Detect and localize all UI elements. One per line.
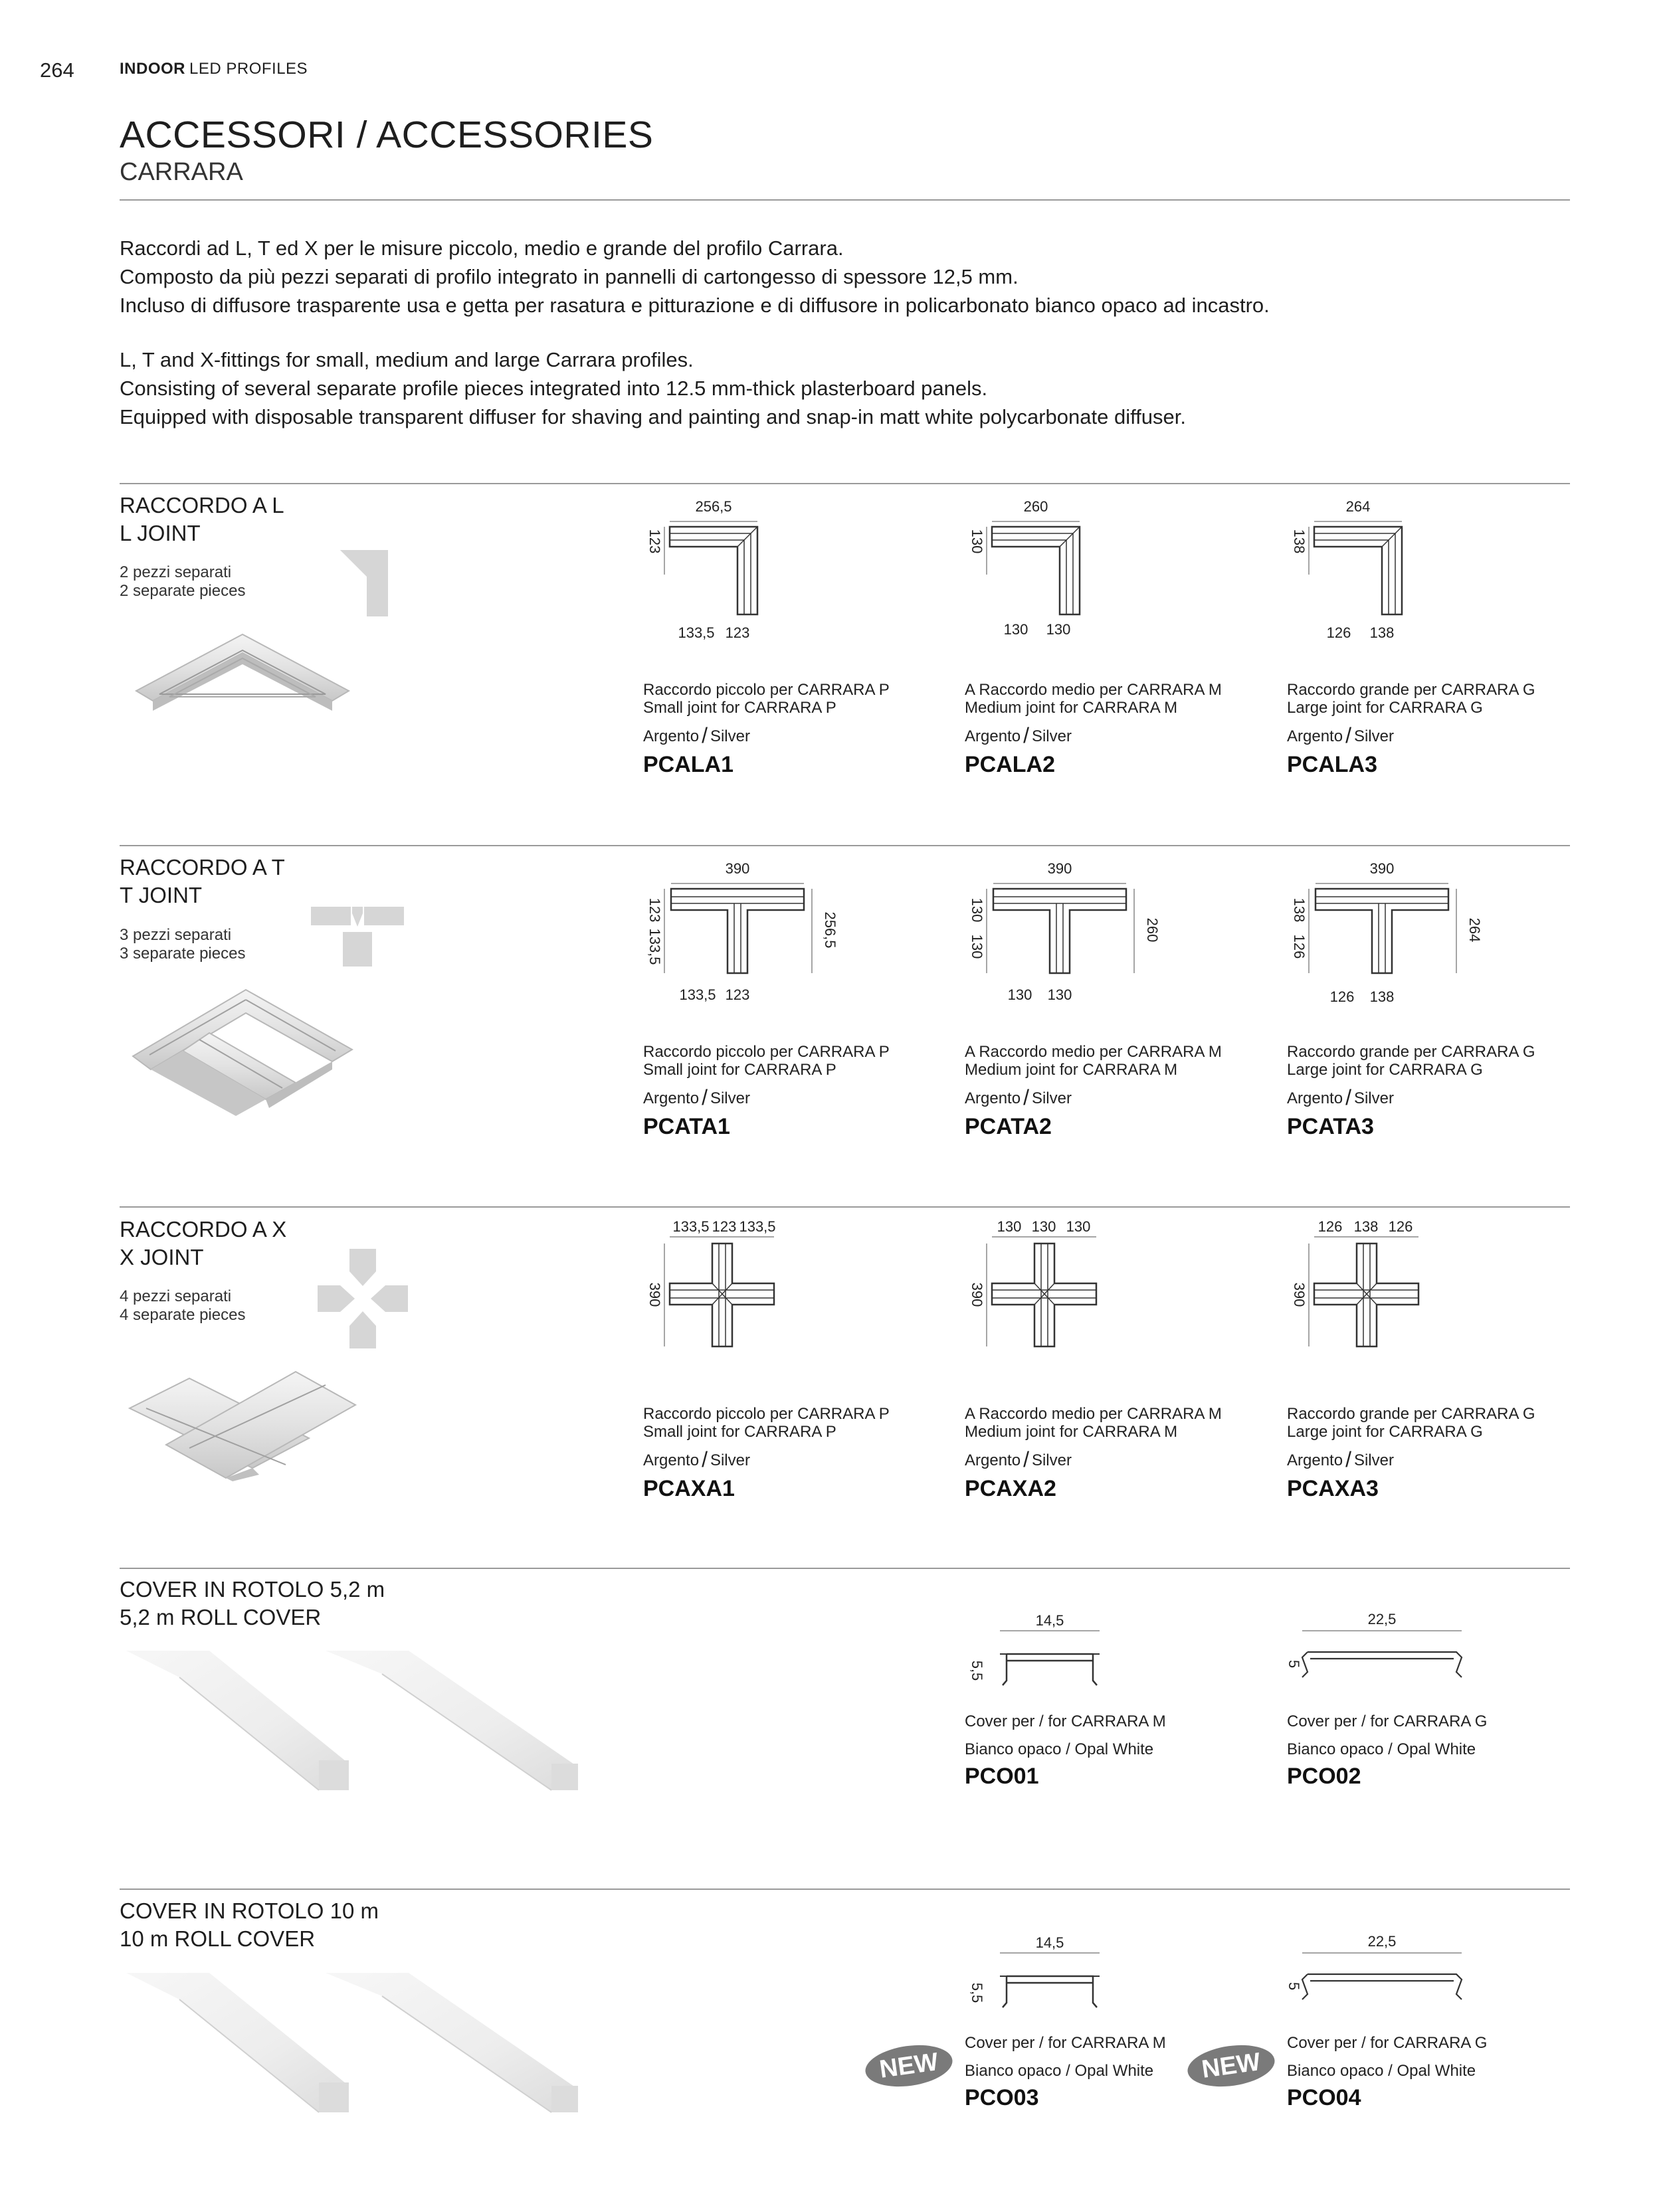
product-caption xyxy=(1287,681,1535,778)
caption-en: Large joint for CARRARA G xyxy=(1287,699,1483,717)
section-title-it: COVER IN ROTOLO 5,2 m xyxy=(120,1577,385,1602)
cover-profile-drawing-medium xyxy=(960,1611,1113,1691)
finish-it: Argento xyxy=(965,727,1021,745)
page-title: ACCESSORI / ACCESSORIES xyxy=(120,114,654,156)
section-pieces xyxy=(120,926,245,963)
dimension-label: 5,5 xyxy=(969,1982,985,2003)
caption-it: Raccordo grande per CARRARA G xyxy=(1287,1043,1535,1061)
running-head-category: LED PROFILES xyxy=(189,60,308,78)
dimension-label: 130 xyxy=(969,897,985,923)
cover-roll-photo xyxy=(120,1647,585,1800)
dimension-label: 126 xyxy=(1317,1218,1343,1235)
page-number: 264 xyxy=(40,58,74,82)
intro-line: Consisting of several separate profile pieces integrated into 12.5 mm-thick plasterboard panels. xyxy=(120,377,988,400)
dimension-label: 133,5 xyxy=(646,928,663,965)
finish-en: Silver xyxy=(1353,1451,1394,1469)
intro-italian xyxy=(120,234,1581,320)
section-title-en: 5,2 m ROLL COVER xyxy=(120,1605,322,1629)
dimension-label: 264 xyxy=(1345,498,1371,515)
finish: Argento / Silver xyxy=(1287,723,1394,747)
product-caption xyxy=(1287,1043,1535,1140)
pieces-it: 2 pezzi separati xyxy=(120,563,232,581)
intro-english xyxy=(120,345,1581,431)
section-pieces xyxy=(120,1287,245,1325)
section-title-it: RACCORDO A L xyxy=(120,493,284,517)
finish: Argento / Silver xyxy=(965,1447,1072,1471)
finish-it: Argento xyxy=(1287,1451,1343,1469)
dimension-label: 138 xyxy=(1353,1218,1379,1235)
t-joint-drawing-small xyxy=(638,857,850,1010)
intro-line: Incluso di diffusore trasparente usa e getta per rasatura e pitturazione e di diffusore in policarbonato bianco opaco ad incastro. xyxy=(120,294,1270,317)
dimension-label: 130 xyxy=(1046,621,1071,638)
finish: Argento / Silver xyxy=(643,723,750,747)
t-joint-drawing-large xyxy=(1282,857,1495,1010)
divider xyxy=(120,483,1570,484)
finish: Bianco opaco / Opal White xyxy=(1287,1740,1476,1758)
new-badge xyxy=(862,2043,955,2089)
dimension-label: 5,5 xyxy=(969,1660,985,1681)
divider xyxy=(120,845,1570,846)
x-joint-drawing-small xyxy=(638,1217,797,1350)
product-caption xyxy=(1287,1405,1535,1502)
dimension-label: 123 xyxy=(725,624,750,641)
dimension-label: 126 xyxy=(1329,988,1355,1005)
dimension-label: 133,5 xyxy=(679,986,716,1003)
caption-en: Small joint for CARRARA P xyxy=(643,1423,836,1441)
l-joint-icon xyxy=(340,550,388,616)
dimension-label: 138 xyxy=(1291,897,1308,923)
l-joint-drawing-large xyxy=(1282,495,1415,648)
badge-label: NEW xyxy=(878,2048,940,2084)
product-code: PCO01 xyxy=(965,1764,1039,1789)
caption-it: A Raccordo medio per CARRARA M xyxy=(965,681,1222,699)
cover-profile-drawing-large xyxy=(1282,1933,1475,2006)
dimension-label: 126 xyxy=(1326,624,1351,641)
finish: Argento / Silver xyxy=(1287,1085,1394,1109)
cover-profile-drawing-large xyxy=(1282,1611,1475,1684)
caption-en: Small joint for CARRARA P xyxy=(643,699,836,717)
caption-it: A Raccordo medio per CARRARA M xyxy=(965,1405,1222,1423)
section-title-l-joint xyxy=(120,492,284,547)
divider xyxy=(120,199,1570,201)
dimension-label: 130 xyxy=(1066,1218,1091,1235)
finish: Bianco opaco / Opal White xyxy=(965,1740,1154,1758)
cover-profile-drawing-medium xyxy=(960,1933,1113,2013)
dimension-label: 130 xyxy=(1047,986,1072,1003)
finish: Argento / Silver xyxy=(965,1085,1072,1109)
dimension-label: 138 xyxy=(1291,529,1308,554)
caption-en: Large joint for CARRARA G xyxy=(1287,1061,1483,1079)
pieces-en: 4 separate pieces xyxy=(120,1306,246,1324)
finish-it: Argento xyxy=(1287,1089,1343,1107)
section-title-cover-5-2 xyxy=(120,1576,385,1631)
caption-it: Raccordo grande per CARRARA G xyxy=(1287,681,1535,699)
divider xyxy=(120,1206,1570,1208)
product-code: PCAXA2 xyxy=(965,1476,1056,1501)
section-title-it: COVER IN ROTOLO 10 m xyxy=(120,1898,379,1923)
finish-it: Argento xyxy=(643,1451,700,1469)
section-title-t-joint xyxy=(120,854,285,909)
dimension-label: 133,5 xyxy=(678,624,715,641)
caption-it: Raccordo piccolo per CARRARA P xyxy=(643,1405,890,1423)
caption: Cover per / for CARRARA G xyxy=(1287,1712,1488,1730)
pieces-en: 2 separate pieces xyxy=(120,582,246,600)
product-caption xyxy=(965,1043,1222,1140)
dimension-label: 123 xyxy=(712,1218,737,1235)
caption-it: Raccordo piccolo per CARRARA P xyxy=(643,1043,890,1061)
finish: Argento / Silver xyxy=(965,723,1072,747)
dimension-label: 123 xyxy=(646,897,663,923)
l-joint-drawing-medium xyxy=(960,495,1093,648)
dimension-label: 256,5 xyxy=(695,498,732,515)
finish-en: Silver xyxy=(1031,1451,1072,1469)
section-pieces xyxy=(120,563,245,600)
finish-en: Silver xyxy=(1353,1089,1394,1107)
finish: Bianco opaco / Opal White xyxy=(965,2062,1154,2080)
intro-line: Equipped with disposable transparent diffuser for shaving and painting and snap-in matt white polycarbonate diffuser. xyxy=(120,405,1186,428)
section-title-x-joint xyxy=(120,1216,286,1271)
pieces-en: 3 separate pieces xyxy=(120,945,246,963)
t-joint-icon xyxy=(311,907,404,967)
dimension-label: 123 xyxy=(725,986,750,1003)
x-joint-drawing-medium xyxy=(960,1217,1120,1350)
product-code: PCATA3 xyxy=(1287,1114,1374,1139)
finish: Bianco opaco / Opal White xyxy=(1287,2062,1476,2080)
dimension-label: 123 xyxy=(646,529,663,554)
finish-en: Silver xyxy=(1031,727,1072,745)
dimension-label: 130 xyxy=(969,934,985,959)
new-badge xyxy=(1185,2043,1278,2089)
dimension-label: 130 xyxy=(1007,986,1032,1003)
running-head-section: INDOOR xyxy=(120,60,185,78)
dimension-label: 14,5 xyxy=(1035,1934,1064,1951)
divider xyxy=(120,1568,1570,1569)
t-joint-photo xyxy=(130,976,355,1123)
intro-line: Composto da più pezzi separati di profilo integrato in pannelli di cartongesso di spessore 12,5 mm. xyxy=(120,265,1019,288)
product-caption xyxy=(965,681,1222,778)
caption-en: Medium joint for CARRARA M xyxy=(965,699,1178,717)
dimension-label: 14,5 xyxy=(1035,1612,1064,1629)
dimension-label: 126 xyxy=(1291,934,1308,959)
dimension-label: 390 xyxy=(969,1282,985,1307)
dimension-label: 130 xyxy=(1003,621,1028,638)
product-code: PCAXA3 xyxy=(1287,1476,1379,1501)
product-code: PCALA1 xyxy=(643,752,734,777)
dimension-label: 390 xyxy=(1291,1282,1308,1307)
product-caption xyxy=(643,1405,890,1502)
product-caption xyxy=(1287,2034,1487,2111)
product-code: PCAXA1 xyxy=(643,1476,735,1501)
dimension-label: 133,5 xyxy=(739,1218,776,1235)
finish-it: Argento xyxy=(965,1451,1021,1469)
dimension-label: 130 xyxy=(1031,1218,1056,1235)
pieces-it: 4 pezzi separati xyxy=(120,1287,232,1305)
finish-it: Argento xyxy=(965,1089,1021,1107)
dimension-label: 264 xyxy=(1466,917,1483,943)
dimension-label: 390 xyxy=(646,1282,663,1307)
x-joint-photo xyxy=(126,1342,359,1481)
page-subtitle: CARRARA xyxy=(120,158,243,186)
product-caption xyxy=(1287,1712,1487,1790)
finish-en: Silver xyxy=(710,727,750,745)
x-joint-drawing-large xyxy=(1282,1217,1442,1350)
dimension-label: 5 xyxy=(1286,1982,1302,1991)
l-joint-drawing-small xyxy=(638,495,771,648)
finish-it: Argento xyxy=(643,1089,700,1107)
caption: Cover per / for CARRARA G xyxy=(1287,2034,1488,2052)
product-caption xyxy=(643,681,890,778)
finish-en: Silver xyxy=(710,1451,750,1469)
product-caption xyxy=(965,1405,1222,1502)
caption-it: Raccordo grande per CARRARA G xyxy=(1287,1405,1535,1423)
finish: Argento / Silver xyxy=(643,1447,750,1471)
running-head xyxy=(120,60,308,78)
dimension-label: 133,5 xyxy=(672,1218,710,1235)
dimension-label: 260 xyxy=(1023,498,1048,515)
dimension-label: 22,5 xyxy=(1367,1611,1397,1627)
caption-en: Medium joint for CARRARA M xyxy=(965,1423,1178,1441)
caption: Cover per / for CARRARA M xyxy=(965,1712,1166,1730)
dimension-label: 22,5 xyxy=(1367,1933,1397,1950)
section-title-en: X JOINT xyxy=(120,1245,204,1269)
dimension-label: 138 xyxy=(1369,624,1395,641)
section-title-it: RACCORDO A X xyxy=(120,1217,287,1242)
dimension-label: 390 xyxy=(725,860,750,877)
section-title-cover-10 xyxy=(120,1897,379,1953)
product-code: PCO04 xyxy=(1287,2085,1361,2110)
caption-en: Large joint for CARRARA G xyxy=(1287,1423,1483,1441)
dimension-label: 5 xyxy=(1286,1659,1302,1669)
section-title-en: L JOINT xyxy=(120,521,201,545)
divider xyxy=(120,1889,1570,1890)
pieces-it: 3 pezzi separati xyxy=(120,926,232,944)
finish-en: Silver xyxy=(1353,727,1394,745)
finish-it: Argento xyxy=(643,727,700,745)
intro-line: Raccordi ad L, T ed X per le misure piccolo, medio e grande del profilo Carrara. xyxy=(120,236,844,260)
product-caption xyxy=(965,1712,1166,1790)
finish-it: Argento xyxy=(1287,727,1343,745)
product-code: PCATA1 xyxy=(643,1114,730,1139)
dimension-label: 138 xyxy=(1369,988,1395,1005)
dimension-label: 256,5 xyxy=(822,911,838,949)
x-joint-icon xyxy=(318,1249,408,1348)
caption-en: Medium joint for CARRARA M xyxy=(965,1061,1178,1079)
product-code: PCALA3 xyxy=(1287,752,1378,777)
caption-en: Small joint for CARRARA P xyxy=(643,1061,836,1079)
dimension-label: 390 xyxy=(1047,860,1072,877)
dimension-label: 260 xyxy=(1144,917,1161,943)
section-title-en: T JOINT xyxy=(120,883,203,907)
dimension-label: 130 xyxy=(969,529,985,554)
dimension-label: 126 xyxy=(1388,1218,1413,1235)
intro-line: L, T and X-fittings for small, medium and large Carrara profiles. xyxy=(120,348,694,371)
product-caption xyxy=(643,1043,890,1140)
dimension-label: 130 xyxy=(997,1218,1022,1235)
finish: Argento / Silver xyxy=(643,1085,750,1109)
product-code: PCATA2 xyxy=(965,1114,1052,1139)
product-code: PCO03 xyxy=(965,2085,1039,2110)
cover-roll-photo xyxy=(120,1970,585,2122)
product-code: PCALA2 xyxy=(965,752,1056,777)
finish: Argento / Silver xyxy=(1287,1447,1394,1471)
finish-en: Silver xyxy=(1031,1089,1072,1107)
caption: Cover per / for CARRARA M xyxy=(965,2034,1166,2052)
product-code: PCO02 xyxy=(1287,1764,1361,1789)
t-joint-drawing-medium xyxy=(960,857,1173,1010)
caption-it: A Raccordo medio per CARRARA M xyxy=(965,1043,1222,1061)
finish-en: Silver xyxy=(710,1089,750,1107)
l-joint-photo xyxy=(133,628,352,754)
section-title-it: RACCORDO A T xyxy=(120,855,285,879)
product-caption xyxy=(965,2034,1166,2111)
caption-it: Raccordo piccolo per CARRARA P xyxy=(643,681,890,699)
badge-label: NEW xyxy=(1200,2048,1262,2084)
dimension-label: 390 xyxy=(1369,860,1395,877)
section-title-en: 10 m ROLL COVER xyxy=(120,1926,316,1951)
